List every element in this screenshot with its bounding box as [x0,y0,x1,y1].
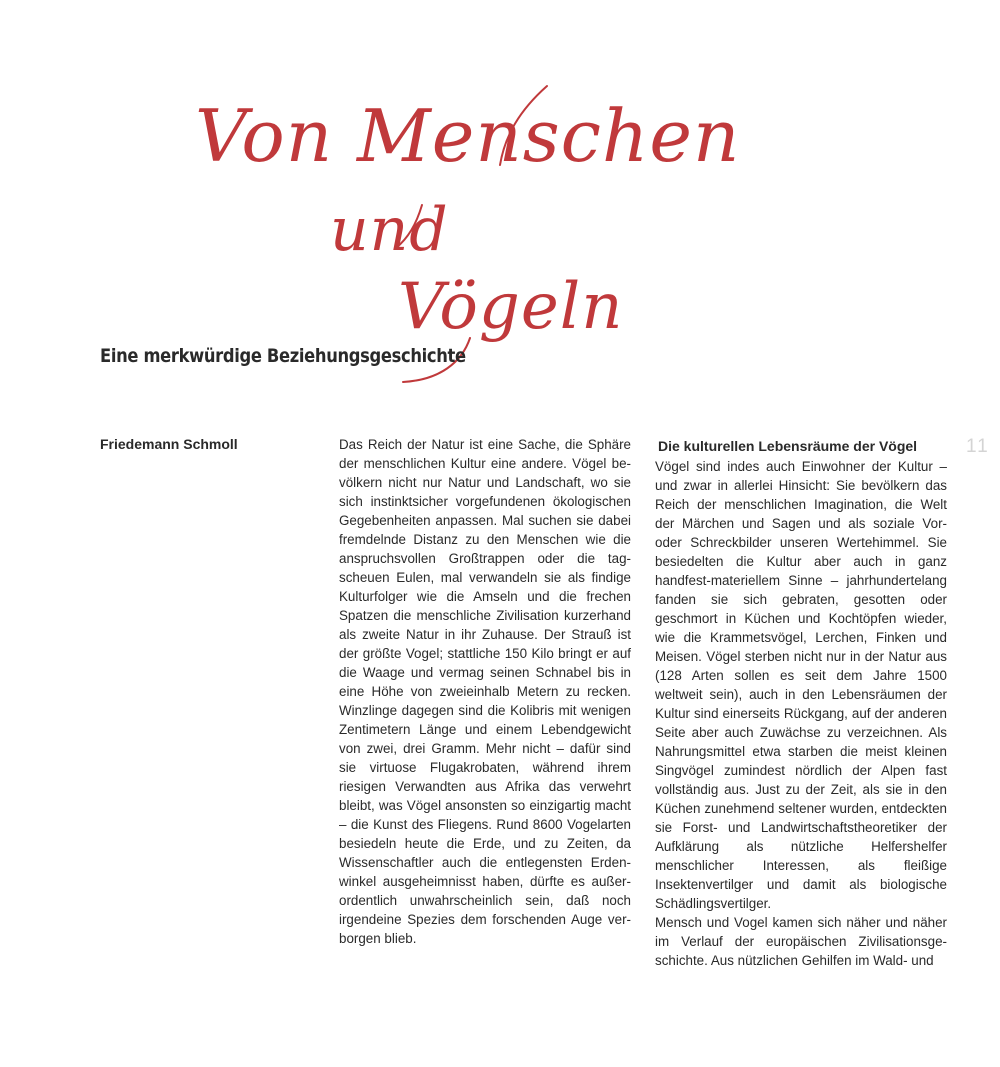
section-heading: Die kulturellen Lebensräume der Vögel [658,438,918,454]
author-name: Friedemann Schmoll [100,436,238,452]
title-line-2: und [330,195,449,265]
body-paragraph: Mensch und Vogel kamen sich näher und näher im Verlauf der europäischen Zivilisationsgeschichte. Aus nützlichen Gehilfen im Wald- und [655,915,947,968]
title-line-3: Vögeln [398,270,624,344]
title-line-1: Von Menschen [195,94,741,178]
body-paragraph: Vögel sind indes auch Einwohner der Kultur – und zwar in allerlei Hinsicht: Sie bevölkern das Reich der menschlichen Imagination, die Welt der Märchen und Sagen und als soziale Vor- oder Schreckbilder unseren Wertehimmel. Sie besiedelten die Kultur aber auch in ganz handfest-materiellem Sinne – jahrhundertelang fanden sie sich gebraten, gesotten oder geschmort in Küchen und Kochtöpfen wieder, wie die Krammetsvögel, Lerchen, Finken und Meisen. Vögel sterben nicht nur in der Natur aus (128 Arten sollen es seit dem Jahre 1500 weltweit sein), auch in den Lebensräumen der Kultur sind einerseits Rückgang, auf der anderen Seite aber auch Zuwächse zu verzeichnen. Als Nahrungsmittel etwa starben die meist kleinen Singvögel zumindest nördlich der Alpen fast vollständig aus. Just zu der Zeit, als sie in den Küchen zunehmend seltener wurden, entdeckten sie Forst- und Landwirtschaftstheoretiker der Aufklärung als nützliche Helfershelfer menschlicher Interessen, als fleißige Insektenvertilger und damit als biologische Schädlingsvertilger. [655,459,947,911]
page-number: 11 [966,436,990,457]
text-column-2 [655,437,947,970]
subtitle: Eine merkwürdige Beziehungsgeschichte [100,345,466,367]
text-column-1 [339,435,631,948]
body-paragraph: Das Reich der Natur ist eine Sache, die Sphäre der menschlichen Kultur eine andere. Vögel bevölkern nicht nur Natur und Landschaft, wo sie sich instinktsicher vorgefundenen ökologischen Gegebenheiten anpassen. Mal suchen sie dabei fremdelnde Distanz zu den Menschen wie die anspruchsvollen Großtrappen oder die tagscheuen Eulen, mal verwandeln sie als findige Kulturfolger wie die Amseln und die frechen Spatzen die menschliche Zivilisation kurzerhand als zweite Natur in ihr Zuhause. Der Strauß ist der größte Vogel; stattliche 150 Kilo bringt er auf die Waage und vermag seinen Schnabel bis in eine Höhe von zweieinhalb Metern zu recken. Winzlinge dagegen sind die Kolibris mit wenigen Zentimetern Länge und einem Lebendgewicht von zwei, drei Gramm. Mehr nicht – dafür sind sie virtuose Flugakrobaten, während ihrem riesigen Verwandten aus Afrika das verwehrt bleibt, was Vögel ansonsten so einzigartig macht – die Kunst des Fliegens. Rund 8600 Vogelarten besiedeln heute die Erde, und zu Zeiten, da Wissenschaftler auch die entlegensten Erdenwinkel ausgeheimnisst haben, dürfte es außerordentlich unwahrscheinlich sein, daß noch irgendeine Spezies dem forschenden Auge verborgen blieb. [339,437,631,946]
